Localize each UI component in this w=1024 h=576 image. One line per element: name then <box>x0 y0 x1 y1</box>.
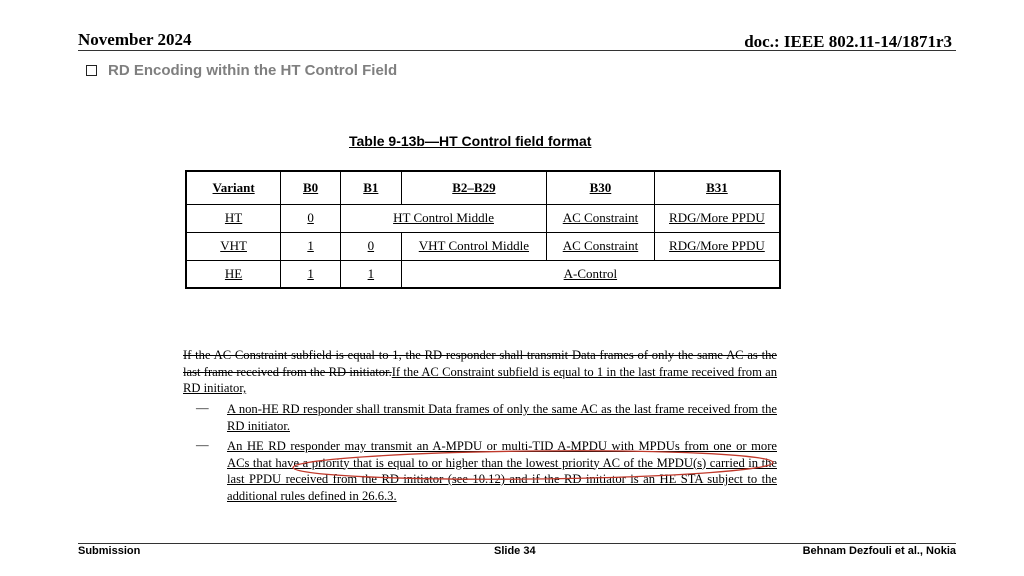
highlight-ellipse <box>288 447 778 483</box>
table-row-he <box>186 260 780 288</box>
table-row-ht <box>186 204 780 232</box>
slide-bullet <box>86 62 397 79</box>
inserted-text: If the AC Constraint subfield is equal to 1 in the last frame received from an RD initiator, <box>183 364 778 395</box>
body-paragraph <box>183 347 777 397</box>
ht-control-table <box>185 170 781 289</box>
table-row-vht <box>186 232 780 260</box>
cell-b1: 0 <box>340 232 401 260</box>
table-title: Table 9-13b—HT Control field format <box>349 133 592 149</box>
col-header-variant: Variant <box>186 171 281 204</box>
footer-slide-number: Slide 34 <box>494 545 536 557</box>
header-doc-id: doc.: IEEE 802.11-14/1871r3 <box>744 32 952 51</box>
cell-b0: 0 <box>281 204 341 232</box>
footer-submission: Submission <box>78 545 141 557</box>
list-item-he: An HE RD responder may transmit an A-MPDU or multi-TID A-MPDU with MPDUs from one or more ACs that have a priority that is equal to or higher than the lowest priority AC of the MPDU(s) carried in the last PPDU received from the RD initiator (see 10.12) and if the RD initiator is an HE STA subject to the additional rules defined in 26.6.3. <box>227 439 777 503</box>
header-divider <box>78 50 956 51</box>
cell-b0: 1 <box>281 260 341 288</box>
footer-authors: Behnam Dezfouli et al., Nokia <box>802 545 956 557</box>
cell-a-control: A-Control <box>401 260 780 288</box>
struck-text: If the AC Constraint subfield is equal to 1, the RD responder shall transmit Data frames of only the same AC as the last frame received from the RD initiator. <box>183 348 777 379</box>
cell-b30: AC Constraint <box>547 204 655 232</box>
list-item-non-he: A non-HE RD responder shall transmit Data frames of only the same AC as the last frame received from the RD initiator. <box>227 402 777 433</box>
footer-divider <box>78 543 956 544</box>
list-dash: — <box>196 401 209 415</box>
cell-b1: 1 <box>340 260 401 288</box>
col-header-b1: B1 <box>340 171 401 204</box>
cell-control-middle: HT Control Middle <box>340 204 546 232</box>
header-date: November 2024 <box>78 30 192 49</box>
col-header-b2-b29: B2–B29 <box>401 171 546 204</box>
list-dash: — <box>196 438 209 452</box>
col-header-b30: B30 <box>547 171 655 204</box>
checkbox-bullet-icon <box>86 65 97 76</box>
bullet-text: RD Encoding within the HT Control Field <box>108 62 398 79</box>
table-header-row <box>186 171 780 204</box>
cell-variant: HE <box>186 260 281 288</box>
cell-variant: HT <box>186 204 281 232</box>
cell-b30: AC Constraint <box>547 232 655 260</box>
cell-control-middle: VHT Control Middle <box>401 232 546 260</box>
col-header-b31: B31 <box>654 171 780 204</box>
col-header-b0: B0 <box>281 171 341 204</box>
cell-b31: RDG/More PPDU <box>654 204 780 232</box>
cell-variant: VHT <box>186 232 281 260</box>
cell-b31: RDG/More PPDU <box>654 232 780 260</box>
cell-b0: 1 <box>281 232 341 260</box>
